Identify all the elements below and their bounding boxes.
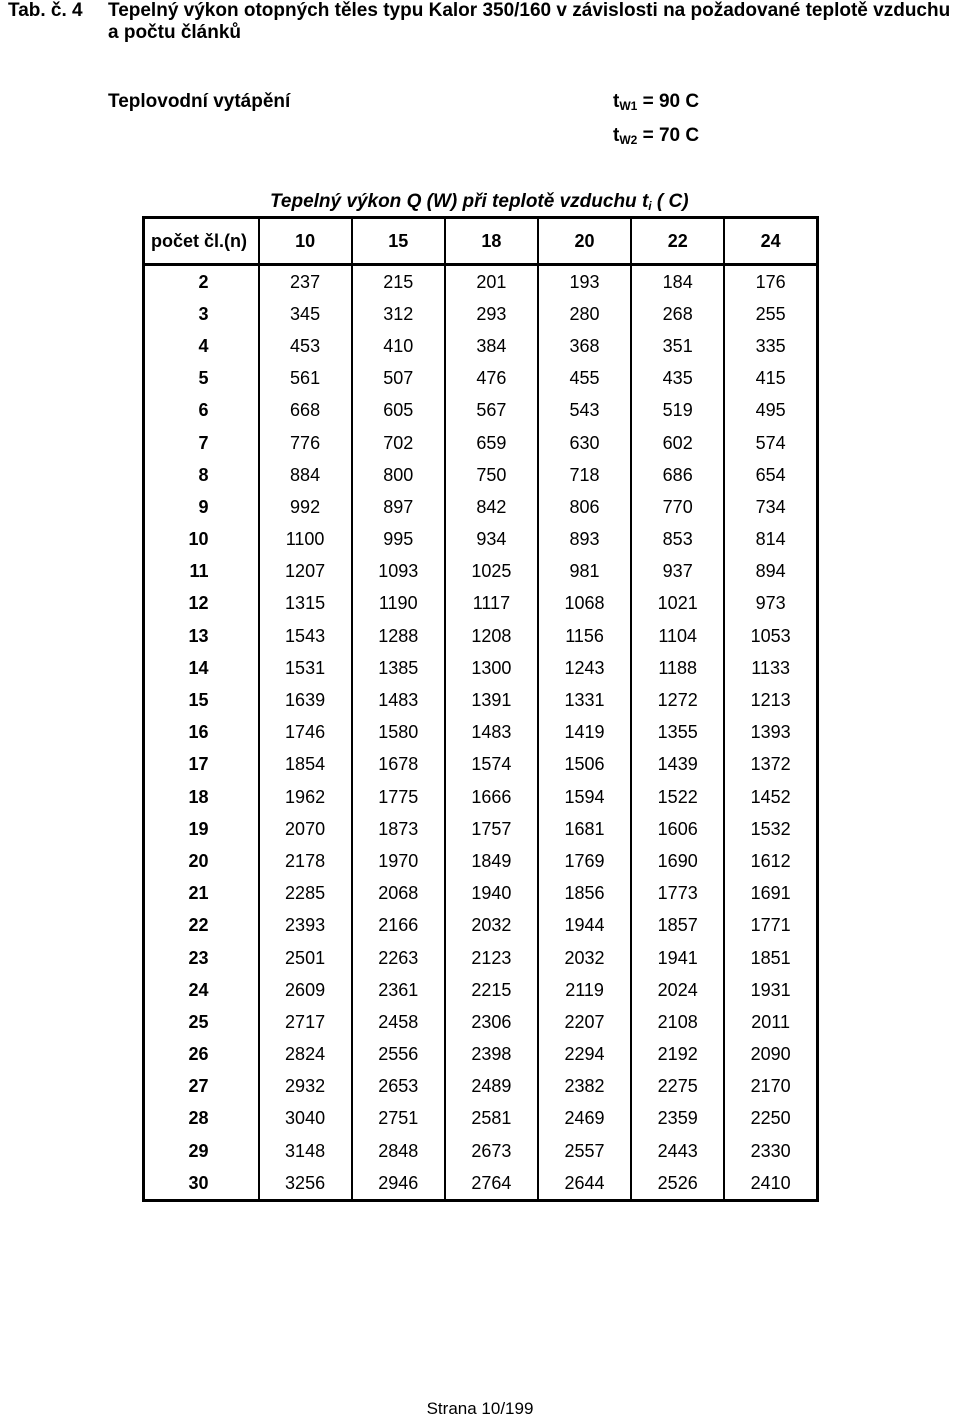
heat-output-cell: 435 [631, 363, 724, 395]
section-count-cell: 9 [144, 491, 259, 523]
heat-output-cell: 992 [259, 491, 352, 523]
heat-output-cell: 215 [352, 265, 445, 299]
heat-output-cell: 2068 [352, 878, 445, 910]
heat-output-cell: 1025 [445, 556, 538, 588]
heat-output-cell: 2306 [445, 1006, 538, 1038]
table-caption [270, 191, 689, 213]
heat-output-cell: 176 [724, 265, 817, 299]
caption-subscript: i [648, 199, 652, 213]
heat-output-cell: 415 [724, 363, 817, 395]
tw2-symbol: t [613, 125, 620, 146]
heat-output-cell: 1053 [724, 620, 817, 652]
heat-output-cell: 2717 [259, 1006, 352, 1038]
heat-output-cell: 686 [631, 459, 724, 491]
column-header-temperature: 15 [352, 218, 445, 265]
heat-output-cell: 2263 [352, 942, 445, 974]
column-header-temperature: 18 [445, 218, 538, 265]
heat-output-cell: 1243 [538, 652, 631, 684]
heat-output-cell: 3040 [259, 1103, 352, 1135]
table-row [144, 1071, 818, 1103]
heat-output-cell: 654 [724, 459, 817, 491]
heat-output-cell: 1666 [445, 781, 538, 813]
heat-output-cell: 2469 [538, 1103, 631, 1135]
section-count-cell: 21 [144, 878, 259, 910]
heat-output-cell: 1931 [724, 974, 817, 1006]
table-row [144, 265, 818, 299]
heat-output-cell: 184 [631, 265, 724, 299]
heat-output-cell: 2526 [631, 1167, 724, 1201]
heat-output-cell: 1962 [259, 781, 352, 813]
heat-output-cell: 3148 [259, 1135, 352, 1167]
heat-output-cell: 2170 [724, 1071, 817, 1103]
table-row [144, 1167, 818, 1201]
section-count-cell: 11 [144, 556, 259, 588]
table-number-label: Tab. č. 4 [8, 0, 83, 21]
section-count-cell: 10 [144, 524, 259, 556]
heat-output-cell: 1532 [724, 813, 817, 845]
heat-output-cell: 2011 [724, 1006, 817, 1038]
section-count-cell: 22 [144, 910, 259, 942]
tw2-subscript: W2 [619, 133, 638, 147]
heat-output-cell: 2119 [538, 974, 631, 1006]
section-count-cell: 30 [144, 1167, 259, 1201]
table-row [144, 717, 818, 749]
heat-output-cell: 630 [538, 427, 631, 459]
heat-output-cell: 2410 [724, 1167, 817, 1201]
table-row [144, 491, 818, 523]
heat-output-cell: 2178 [259, 845, 352, 877]
heat-output-cell: 1385 [352, 652, 445, 684]
heat-output-cell: 1574 [445, 749, 538, 781]
heat-output-cell: 853 [631, 524, 724, 556]
heat-output-cell: 368 [538, 330, 631, 362]
heat-output-cell: 2398 [445, 1039, 538, 1071]
section-count-cell: 5 [144, 363, 259, 395]
heat-output-cell: 2382 [538, 1071, 631, 1103]
table-row [144, 942, 818, 974]
heat-output-cell: 1678 [352, 749, 445, 781]
heat-output-cell: 995 [352, 524, 445, 556]
heat-output-cell: 201 [445, 265, 538, 299]
heat-output-cell: 2673 [445, 1135, 538, 1167]
heat-output-cell: 1941 [631, 942, 724, 974]
heat-output-cell: 1208 [445, 620, 538, 652]
heat-output-cell: 2330 [724, 1135, 817, 1167]
section-count-cell: 8 [144, 459, 259, 491]
heat-output-cell: 193 [538, 265, 631, 299]
heat-output-cell: 1856 [538, 878, 631, 910]
tw1-subscript: W1 [619, 99, 638, 113]
heat-output-cell: 1854 [259, 749, 352, 781]
section-count-cell: 25 [144, 1006, 259, 1038]
heat-output-cell: 1543 [259, 620, 352, 652]
heat-output-cell: 1506 [538, 749, 631, 781]
heat-output-cell: 659 [445, 427, 538, 459]
table-row [144, 588, 818, 620]
water-inlet-temperature [613, 91, 699, 113]
section-count-cell: 3 [144, 298, 259, 330]
heat-output-cell: 1188 [631, 652, 724, 684]
table-row [144, 878, 818, 910]
caption-main: Tepelný výkon Q (W) při teplotě vzduchu t [270, 191, 649, 212]
table-row [144, 910, 818, 942]
heat-output-cell: 2501 [259, 942, 352, 974]
heat-output-cell: 602 [631, 427, 724, 459]
heat-output-cell: 2609 [259, 974, 352, 1006]
table-row [144, 845, 818, 877]
heat-output-cell: 2443 [631, 1135, 724, 1167]
heat-output-cell: 1439 [631, 749, 724, 781]
heat-output-cell: 1690 [631, 845, 724, 877]
heat-output-cell: 1391 [445, 684, 538, 716]
heat-output-cell: 2215 [445, 974, 538, 1006]
heat-output-cell: 1213 [724, 684, 817, 716]
heat-output-cell: 981 [538, 556, 631, 588]
tw2-value: = 70 C [637, 125, 700, 146]
heat-output-cell: 2166 [352, 910, 445, 942]
heat-output-cell: 1190 [352, 588, 445, 620]
tw1-symbol: t [613, 91, 620, 112]
heat-output-cell: 1612 [724, 845, 817, 877]
section-count-cell: 14 [144, 652, 259, 684]
heat-output-table [142, 216, 819, 1202]
section-count-cell: 18 [144, 781, 259, 813]
heat-output-cell: 806 [538, 491, 631, 523]
heat-output-cell: 1207 [259, 556, 352, 588]
tw1-value: = 90 C [637, 91, 700, 112]
heat-output-cell: 1419 [538, 717, 631, 749]
heat-output-cell: 2108 [631, 1006, 724, 1038]
heat-output-cell: 2751 [352, 1103, 445, 1135]
column-header-temperature: 24 [724, 218, 817, 265]
column-header-temperature: 22 [631, 218, 724, 265]
table-body [144, 265, 818, 1201]
heat-output-cell: 1288 [352, 620, 445, 652]
heat-output-cell: 2090 [724, 1039, 817, 1071]
heat-output-cell: 2458 [352, 1006, 445, 1038]
heat-output-cell: 1483 [445, 717, 538, 749]
heat-output-cell: 1300 [445, 652, 538, 684]
heat-output-cell: 1483 [352, 684, 445, 716]
section-count-cell: 17 [144, 749, 259, 781]
heat-output-cell: 2032 [538, 942, 631, 974]
heat-output-cell: 1117 [445, 588, 538, 620]
heat-output-cell: 2556 [352, 1039, 445, 1071]
heat-output-cell: 2393 [259, 910, 352, 942]
heat-output-cell: 237 [259, 265, 352, 299]
heat-output-cell: 2207 [538, 1006, 631, 1038]
section-count-cell: 2 [144, 265, 259, 299]
section-count-cell: 26 [144, 1039, 259, 1071]
heat-output-cell: 2361 [352, 974, 445, 1006]
heat-output-cell: 2581 [445, 1103, 538, 1135]
section-count-cell: 16 [144, 717, 259, 749]
heat-output-cell: 1691 [724, 878, 817, 910]
table-row [144, 781, 818, 813]
table-row [144, 684, 818, 716]
section-count-cell: 28 [144, 1103, 259, 1135]
heat-output-cell: 2032 [445, 910, 538, 942]
section-count-cell: 6 [144, 395, 259, 427]
heat-output-cell: 1940 [445, 878, 538, 910]
heat-output-cell: 335 [724, 330, 817, 362]
heat-output-cell: 2123 [445, 942, 538, 974]
table-row [144, 330, 818, 362]
heat-output-cell: 1452 [724, 781, 817, 813]
table-row [144, 459, 818, 491]
heat-output-cell: 507 [352, 363, 445, 395]
section-count-cell: 13 [144, 620, 259, 652]
heat-output-cell: 1393 [724, 717, 817, 749]
table-row [144, 1006, 818, 1038]
heat-output-cell: 1775 [352, 781, 445, 813]
section-count-cell: 15 [144, 684, 259, 716]
column-header-temperature: 20 [538, 218, 631, 265]
heat-output-cell: 574 [724, 427, 817, 459]
table-row [144, 1039, 818, 1071]
heat-output-cell: 410 [352, 330, 445, 362]
heat-output-cell: 1681 [538, 813, 631, 845]
heat-output-cell: 800 [352, 459, 445, 491]
heat-output-cell: 897 [352, 491, 445, 523]
table-row [144, 749, 818, 781]
page-number: Strana 10/199 [426, 1399, 534, 1418]
heat-output-cell: 1580 [352, 717, 445, 749]
heating-type-label: Teplovodní vytápění [108, 91, 291, 112]
heat-output-cell: 1773 [631, 878, 724, 910]
heat-output-cell: 973 [724, 588, 817, 620]
table-row [144, 363, 818, 395]
heat-output-cell: 1970 [352, 845, 445, 877]
table-row [144, 620, 818, 652]
heat-output-cell: 1315 [259, 588, 352, 620]
section-count-cell: 4 [144, 330, 259, 362]
table-header-row [144, 218, 818, 265]
heat-output-cell: 734 [724, 491, 817, 523]
heat-output-cell: 770 [631, 491, 724, 523]
table-row [144, 427, 818, 459]
column-header-count: počet čl.(n) [144, 218, 259, 265]
heat-output-cell: 1769 [538, 845, 631, 877]
heat-output-cell: 1944 [538, 910, 631, 942]
heat-output-cell: 702 [352, 427, 445, 459]
heat-output-cell: 668 [259, 395, 352, 427]
section-count-cell: 24 [144, 974, 259, 1006]
heat-output-cell: 893 [538, 524, 631, 556]
heat-output-cell: 1531 [259, 652, 352, 684]
section-count-cell: 23 [144, 942, 259, 974]
heat-output-cell: 543 [538, 395, 631, 427]
heat-output-cell: 1771 [724, 910, 817, 942]
heat-output-cell: 1522 [631, 781, 724, 813]
heat-output-cell: 894 [724, 556, 817, 588]
heat-output-cell: 476 [445, 363, 538, 395]
heat-output-cell: 750 [445, 459, 538, 491]
heat-output-cell: 1355 [631, 717, 724, 749]
heat-output-cell: 1104 [631, 620, 724, 652]
table-row [144, 395, 818, 427]
heat-output-cell: 561 [259, 363, 352, 395]
heat-output-cell: 2192 [631, 1039, 724, 1071]
heat-output-cell: 2932 [259, 1071, 352, 1103]
table-row [144, 524, 818, 556]
table-row [144, 298, 818, 330]
heat-output-cell: 1372 [724, 749, 817, 781]
heat-output-cell: 2644 [538, 1167, 631, 1201]
table-row [144, 813, 818, 845]
heat-output-cell: 2285 [259, 878, 352, 910]
heat-output-cell: 605 [352, 395, 445, 427]
heat-output-cell: 1156 [538, 620, 631, 652]
heat-output-cell: 2275 [631, 1071, 724, 1103]
heat-output-cell: 1851 [724, 942, 817, 974]
heat-output-cell: 268 [631, 298, 724, 330]
table-row [144, 974, 818, 1006]
heat-output-cell: 2824 [259, 1039, 352, 1071]
heat-output-cell: 718 [538, 459, 631, 491]
heat-output-cell: 1133 [724, 652, 817, 684]
heat-output-cell: 2764 [445, 1167, 538, 1201]
table-row [144, 1135, 818, 1167]
heat-output-cell: 293 [445, 298, 538, 330]
heat-output-cell: 2294 [538, 1039, 631, 1071]
table-row [144, 1103, 818, 1135]
heat-output-cell: 1757 [445, 813, 538, 845]
heat-output-cell: 842 [445, 491, 538, 523]
heat-output-cell: 1594 [538, 781, 631, 813]
section-count-cell: 29 [144, 1135, 259, 1167]
heat-output-cell: 2359 [631, 1103, 724, 1135]
heat-output-cell: 2489 [445, 1071, 538, 1103]
section-count-cell: 12 [144, 588, 259, 620]
heat-output-cell: 280 [538, 298, 631, 330]
heat-output-cell: 1849 [445, 845, 538, 877]
heat-output-cell: 2024 [631, 974, 724, 1006]
water-outlet-temperature [613, 125, 699, 147]
heat-output-cell: 1873 [352, 813, 445, 845]
heat-output-cell: 2070 [259, 813, 352, 845]
heat-output-cell: 495 [724, 395, 817, 427]
heat-output-cell: 934 [445, 524, 538, 556]
table-row [144, 556, 818, 588]
heat-output-cell: 1606 [631, 813, 724, 845]
heat-output-cell: 455 [538, 363, 631, 395]
heat-output-cell: 255 [724, 298, 817, 330]
document-title: Tepelný výkon otopných těles typu Kalor 350/160 v závislosti na požadované teplotě vzduchu a počtu článků [108, 0, 951, 43]
heat-output-cell: 345 [259, 298, 352, 330]
section-count-cell: 7 [144, 427, 259, 459]
heat-output-cell: 814 [724, 524, 817, 556]
table-row [144, 652, 818, 684]
heat-output-cell: 2848 [352, 1135, 445, 1167]
heat-output-cell: 1068 [538, 588, 631, 620]
heat-output-cell: 937 [631, 556, 724, 588]
heat-output-cell: 1272 [631, 684, 724, 716]
heat-output-cell: 1021 [631, 588, 724, 620]
heat-output-cell: 776 [259, 427, 352, 459]
heat-output-cell: 1100 [259, 524, 352, 556]
section-count-cell: 27 [144, 1071, 259, 1103]
heat-output-cell: 312 [352, 298, 445, 330]
heat-output-cell: 3256 [259, 1167, 352, 1201]
heat-output-cell: 2946 [352, 1167, 445, 1201]
heat-output-cell: 519 [631, 395, 724, 427]
heat-output-cell: 1093 [352, 556, 445, 588]
column-header-temperature: 10 [259, 218, 352, 265]
heat-output-cell: 384 [445, 330, 538, 362]
heat-output-cell: 2557 [538, 1135, 631, 1167]
heat-output-cell: 567 [445, 395, 538, 427]
section-count-cell: 20 [144, 845, 259, 877]
heat-output-cell: 1331 [538, 684, 631, 716]
section-count-cell: 19 [144, 813, 259, 845]
heat-output-cell: 2653 [352, 1071, 445, 1103]
heat-output-cell: 2250 [724, 1103, 817, 1135]
heat-output-cell: 1746 [259, 717, 352, 749]
caption-tail: ( C) [651, 191, 689, 212]
heat-output-cell: 351 [631, 330, 724, 362]
heat-output-cell: 1639 [259, 684, 352, 716]
heat-output-cell: 1857 [631, 910, 724, 942]
heat-output-cell: 884 [259, 459, 352, 491]
heat-output-cell: 453 [259, 330, 352, 362]
